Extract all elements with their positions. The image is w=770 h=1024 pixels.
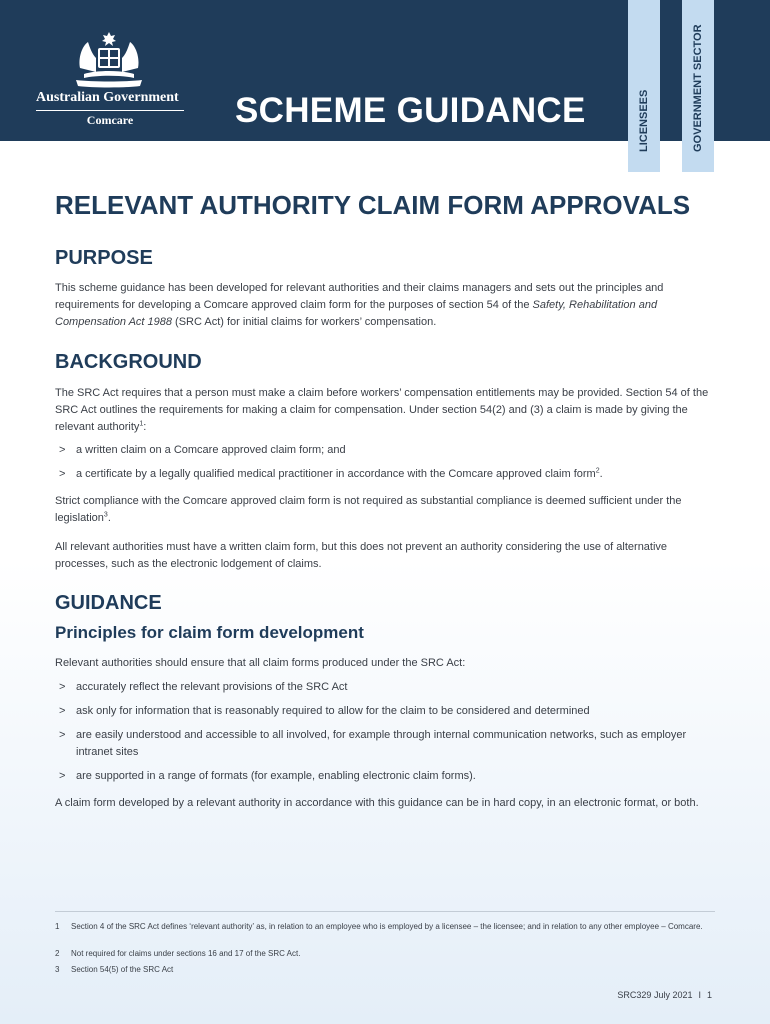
bullet-marker: > (59, 770, 66, 782)
list-item (59, 679, 699, 696)
footnote-ref-1: 1 (139, 420, 144, 428)
logo-divider (36, 110, 184, 111)
page-footer (617, 990, 712, 1000)
footnote-number: 3 (55, 965, 60, 974)
document-title: RELEVANT AUTHORITY CLAIM FORM APPROVALS (55, 190, 691, 220)
agency-name: Comcare (86, 113, 134, 127)
footnote-divider (55, 911, 715, 912)
footnote-text: Not required for claims under sections 16 and 17 of the SRC Act. (71, 949, 301, 958)
scheme-title: SCHEME GUIDANCE (235, 91, 586, 130)
bullet-marker: > (59, 705, 66, 717)
footnote-ref-3: 3 (103, 511, 108, 519)
bullet-text: accurately reflect the relevant provisions of the SRC Act (76, 681, 348, 693)
government-name: Australian Government (36, 90, 179, 105)
bullet-marker: > (59, 729, 66, 741)
purpose-text-b: (SRC Act) for initial claims for workers’ compensation. (172, 316, 437, 328)
list-item (59, 727, 699, 761)
coat-of-arms-icon (70, 30, 148, 92)
purpose-paragraph (55, 280, 710, 331)
list-item (59, 703, 699, 720)
guidance-closing: A claim form developed by a relevant authority in accordance with this guidance can be in hard copy, in an electronic format, or both. (55, 797, 699, 809)
guidance-heading: GUIDANCE (55, 592, 162, 614)
principles-subheading: Principles for claim form development (55, 623, 364, 642)
background-text-1: The SRC Act requires that a person must make a claim before workers’ compensation entitlements may be provided. Section 54 of the SRC Act outlines the requirements for making a claim for compensation. Under section 54(2) and (3) a claim is made by giving the relevant authority (55, 387, 709, 433)
background-heading: BACKGROUND (55, 351, 202, 373)
tab-government-sector-label: GOVERNMENT SECTOR (692, 24, 704, 152)
bullet-text-wrap (59, 466, 699, 483)
bullet-text: a written claim on a Comcare approved claim form; and (76, 444, 346, 456)
footer-separator: I (698, 990, 701, 1000)
footnote (55, 920, 715, 933)
footnote (55, 963, 715, 976)
footnote-text: Section 4 of the SRC Act defines ‘relevant authority’ as, in relation to an employee who is employed by a licensee – the licensee; and in relation to any other employee – Comcare. (71, 922, 703, 931)
background-paragraph-1 (55, 385, 710, 436)
footnote (55, 947, 715, 960)
background-text-1-end: : (143, 421, 147, 433)
page-number: 1 (706, 990, 712, 1000)
tab-government-sector (682, 0, 714, 172)
government-logo (30, 30, 190, 130)
bullet-marker: > (59, 681, 66, 693)
footnote-number: 1 (55, 922, 60, 931)
tab-licensees-label: LICENSEES (638, 89, 650, 152)
background-text-2: Strict compliance with the Comcare approved claim form is not required as substantial compliance is deemed sufficient under the legislation (55, 495, 682, 524)
guidance-intro: Relevant authorities should ensure that all claim forms produced under the SRC Act: (55, 657, 466, 669)
background-text-2-end: . (107, 512, 111, 524)
bullet-text: a certificate by a legally qualified medical practitioner in accordance with the Comcare approved claim form (76, 468, 596, 480)
list-item (59, 442, 699, 459)
act-title: Safety, Rehabilitation and Compensation Act 1988 (55, 299, 658, 328)
footnote-text: Section 54(5) of the SRC Act (71, 965, 174, 974)
bullet-text: ask only for information that is reasonably required to allow for the claim to be considered and determined (76, 705, 590, 717)
bullet-text: are easily understood and accessible to all involved, for example through internal communication networks, such as employer intranet sites (76, 729, 687, 758)
purpose-text-a: This scheme guidance has been developed for relevant authorities and their claims managers and sets out the principles and requirements for developing a Comcare approved claim form for the purposes of section 54 of the (55, 282, 664, 311)
footnote-number: 2 (55, 949, 60, 958)
bullet-marker: > (59, 468, 66, 480)
purpose-heading: PURPOSE (55, 247, 153, 269)
bullet-text-end: . (599, 468, 603, 480)
list-item (59, 768, 699, 785)
footnote-ref-2: 2 (595, 467, 600, 475)
background-paragraph-2 (55, 493, 710, 527)
document-reference: SRC329 July 2021 (617, 990, 693, 1000)
tab-gap (660, 0, 682, 141)
bullet-marker: > (59, 444, 66, 456)
bullet-text: are supported in a range of formats (for example, enabling electronic claim forms). (76, 770, 476, 782)
list-item (59, 466, 699, 483)
background-paragraph-3: All relevant authorities must have a written claim form, but this does not prevent an authority considering the use of alternative processes, such as the electronic lodgement of claims. (55, 541, 668, 570)
tab-licensees (628, 0, 660, 172)
